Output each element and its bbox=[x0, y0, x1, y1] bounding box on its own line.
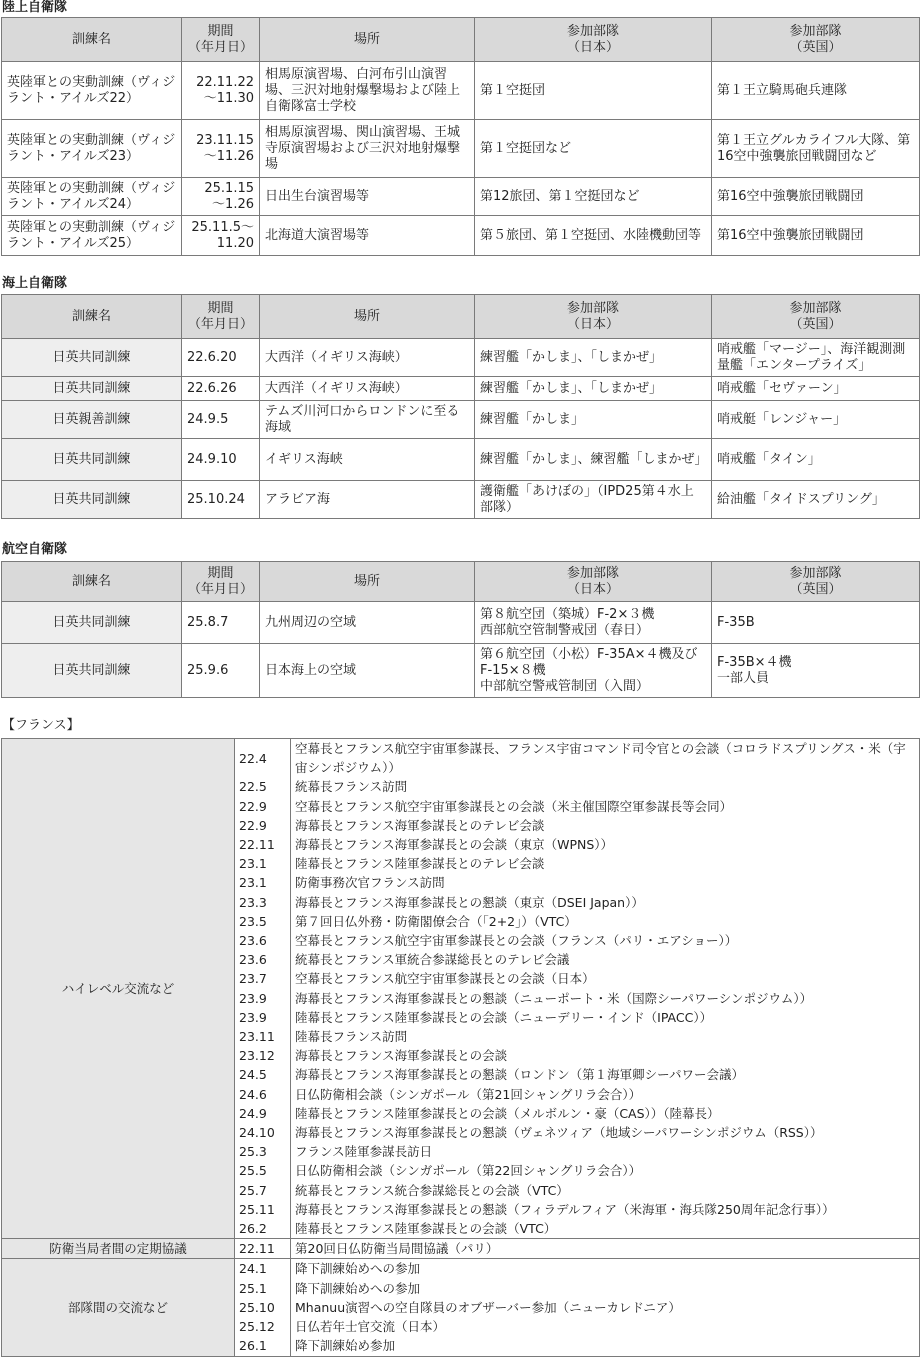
gsdf-table bbox=[1, 17, 920, 256]
cell-training-name: 英陸軍との実動訓練（ヴィジラント・アイルズ23） bbox=[2, 120, 182, 178]
cell-units-uk: 哨戒艦「タイン」 bbox=[712, 439, 920, 481]
france-category: ハイレベル交流など bbox=[2, 739, 235, 1239]
cell-date: 23.6 bbox=[235, 950, 291, 969]
header-period: 期間 （年月日） bbox=[182, 562, 260, 602]
table-row bbox=[2, 602, 920, 644]
header-name: 訓練名 bbox=[2, 18, 182, 62]
cell-period: 22.11.22 ～11.30 bbox=[182, 62, 260, 120]
cell-content: 空幕長とフランス航空宇宙軍参謀長、フランス宇宙コマンド司令官との会談（コロラドスプリングス・米（宇宙シンポジウム）） bbox=[291, 739, 920, 778]
table-row bbox=[2, 216, 920, 256]
cell-units-uk: 第16空中強襲旅団戦闘団 bbox=[712, 178, 920, 216]
cell-units-japan: 練習艦「かしま」、「しまかぜ」 bbox=[475, 377, 712, 401]
cell-units-uk: 第16空中強襲旅団戦闘団 bbox=[712, 216, 920, 256]
table-header-row bbox=[2, 295, 920, 339]
cell-content: 陸幕長とフランス陸軍参謀長との会談（メルボルン・豪（CAS））（陸幕長） bbox=[291, 1104, 920, 1123]
cell-content: 第７回日仏外務・防衛閣僚会合（「2+2」）（VTC） bbox=[291, 912, 920, 931]
cell-training-name: 日英共同訓練 bbox=[2, 339, 182, 377]
cell-content: 陸幕長とフランス陸軍参謀長との会談（VTC） bbox=[291, 1219, 920, 1239]
table-row bbox=[2, 377, 920, 401]
header-uk: 参加部隊 （英国） bbox=[712, 18, 920, 62]
cell-place: 相馬原演習場、関山演習場、王城寺原演習場および三沢対地射爆撃場 bbox=[260, 120, 475, 178]
cell-place: 日出生台演習場等 bbox=[260, 178, 475, 216]
france-category: 防衛当局者間の定期協議 bbox=[2, 1239, 235, 1259]
cell-content: 統幕長とフランス統合参謀総長との会談（VTC） bbox=[291, 1181, 920, 1200]
cell-date: 23.1 bbox=[235, 854, 291, 873]
cell-date: 25.5 bbox=[235, 1161, 291, 1180]
cell-content: 日仏防衛相会談（シンガポール（第21回シャングリラ会合）） bbox=[291, 1085, 920, 1104]
cell-content: 陸幕長フランス訪問 bbox=[291, 1027, 920, 1046]
cell-date: 22.9 bbox=[235, 797, 291, 816]
table-row bbox=[2, 178, 920, 216]
cell-content: 空幕長とフランス航空宇宙軍参謀長との会談（フランス（パリ・エアショー）） bbox=[291, 931, 920, 950]
cell-date: 25.10 bbox=[235, 1298, 291, 1317]
cell-date: 23.9 bbox=[235, 1008, 291, 1027]
cell-units-japan: 練習艦「かしま」、練習艦「しまかぜ」 bbox=[475, 439, 712, 481]
cell-content: 海幕長とフランス海軍参謀長とのテレビ会談 bbox=[291, 816, 920, 835]
cell-units-japan: 練習艦「かしま」 bbox=[475, 401, 712, 439]
cell-date: 23.5 bbox=[235, 912, 291, 931]
cell-date: 23.1 bbox=[235, 873, 291, 892]
cell-place: 大西洋（イギリス海峡） bbox=[260, 339, 475, 377]
cell-training-name: 日英共同訓練 bbox=[2, 644, 182, 698]
cell-content: 降下訓練始めへの参加 bbox=[291, 1279, 920, 1298]
cell-units-japan: 練習艦「かしま」、「しまかぜ」 bbox=[475, 339, 712, 377]
header-period: 期間 （年月日） bbox=[182, 18, 260, 62]
header-place: 場所 bbox=[260, 295, 475, 339]
cell-content: 空幕長とフランス航空宇宙軍参謀長との会談（米主催国際空軍参謀長等会同） bbox=[291, 797, 920, 816]
cell-date: 22.11 bbox=[235, 1239, 291, 1259]
cell-training-name: 英陸軍との実動訓練（ヴィジラント・アイルズ25） bbox=[2, 216, 182, 256]
list-item bbox=[2, 739, 920, 778]
cell-content: 第20回日仏防衛当局間協議（パリ） bbox=[291, 1239, 920, 1259]
cell-date: 24.6 bbox=[235, 1085, 291, 1104]
cell-date: 23.6 bbox=[235, 931, 291, 950]
cell-date: 23.9 bbox=[235, 989, 291, 1008]
cell-content: 陸幕長とフランス陸軍参謀長とのテレビ会談 bbox=[291, 854, 920, 873]
cell-place: テムズ川河口からロンドンに至る海域 bbox=[260, 401, 475, 439]
cell-units-japan: 第８航空団（築城）F-2×３機 西部航空管制警戒団（春日） bbox=[475, 602, 712, 644]
cell-period: 24.9.5 bbox=[182, 401, 260, 439]
cell-period: 25.8.7 bbox=[182, 602, 260, 644]
cell-content: 日仏防衛相会談（シンガポール（第22回シャングリラ会合）） bbox=[291, 1161, 920, 1180]
france-section-title: 【フランス】 bbox=[2, 718, 80, 733]
cell-period: 23.11.15 ～11.26 bbox=[182, 120, 260, 178]
cell-date: 22.4 bbox=[235, 739, 291, 778]
cell-training-name: 英陸軍との実動訓練（ヴィジラント・アイルズ22） bbox=[2, 62, 182, 120]
cell-date: 26.1 bbox=[235, 1336, 291, 1356]
france-table bbox=[1, 738, 920, 1357]
table-row bbox=[2, 401, 920, 439]
cell-date: 25.11 bbox=[235, 1200, 291, 1219]
cell-date: 25.1 bbox=[235, 1279, 291, 1298]
asdf-table bbox=[1, 561, 920, 698]
cell-units-uk: F-35B bbox=[712, 602, 920, 644]
cell-date: 23.12 bbox=[235, 1046, 291, 1065]
cell-content: 海幕長とフランス海軍参謀長との懇談（東京（DSEI Japan）） bbox=[291, 893, 920, 912]
cell-content: 統幕長とフランス軍統合参謀総長とのテレビ会議 bbox=[291, 950, 920, 969]
cell-training-name: 日英親善訓練 bbox=[2, 401, 182, 439]
cell-date: 23.3 bbox=[235, 893, 291, 912]
cell-content: 降下訓練始めへの参加 bbox=[291, 1259, 920, 1279]
cell-place: 大西洋（イギリス海峡） bbox=[260, 377, 475, 401]
france-category: 部隊間の交流など bbox=[2, 1259, 235, 1356]
header-jp: 参加部隊 （日本） bbox=[475, 295, 712, 339]
header-place: 場所 bbox=[260, 18, 475, 62]
cell-place: 日本海上の空域 bbox=[260, 644, 475, 698]
cell-units-uk: F-35B×４機 一部人員 bbox=[712, 644, 920, 698]
cell-content: 空幕長とフランス航空宇宙軍参謀長との会談（日本） bbox=[291, 969, 920, 988]
cell-content: 防衛事務次官フランス訪問 bbox=[291, 873, 920, 892]
cell-content: 陸幕長とフランス陸軍参謀長との会談（ニューデリー・インド（IPACC）） bbox=[291, 1008, 920, 1027]
cell-units-japan: 第１空挺団など bbox=[475, 120, 712, 178]
cell-content: 降下訓練始め参加 bbox=[291, 1336, 920, 1356]
cell-units-uk: 哨戒艦「セヴァーン」 bbox=[712, 377, 920, 401]
cell-training-name: 日英共同訓練 bbox=[2, 439, 182, 481]
cell-date: 23.11 bbox=[235, 1027, 291, 1046]
cell-period: 24.9.10 bbox=[182, 439, 260, 481]
cell-units-japan: 第６航空団（小松）F-35A×４機及びF-15×８機 中部航空警戒管制団（入間） bbox=[475, 644, 712, 698]
table-row bbox=[2, 439, 920, 481]
cell-date: 26.2 bbox=[235, 1219, 291, 1239]
cell-date: 24.10 bbox=[235, 1123, 291, 1142]
cell-content: Mhanuu演習への空自隊員のオブザーバー参加（ニューカレドニア） bbox=[291, 1298, 920, 1317]
cell-content: 統幕長フランス訪問 bbox=[291, 777, 920, 796]
cell-date: 22.9 bbox=[235, 816, 291, 835]
header-place: 場所 bbox=[260, 562, 475, 602]
header-name: 訓練名 bbox=[2, 295, 182, 339]
cell-training-name: 日英共同訓練 bbox=[2, 602, 182, 644]
cell-content: フランス陸軍参謀長訪日 bbox=[291, 1142, 920, 1161]
msdf-section-title: 海上自衛隊 bbox=[2, 276, 68, 291]
header-jp: 参加部隊 （日本） bbox=[475, 18, 712, 62]
table-row bbox=[2, 62, 920, 120]
cell-date: 25.3 bbox=[235, 1142, 291, 1161]
cell-period: 25.1.15 ～1.26 bbox=[182, 178, 260, 216]
cell-date: 22.11 bbox=[235, 835, 291, 854]
msdf-table bbox=[1, 294, 920, 519]
cell-training-name: 英陸軍との実動訓練（ヴィジラント・アイルズ24） bbox=[2, 178, 182, 216]
cell-date: 24.5 bbox=[235, 1065, 291, 1084]
gsdf-section-title: 陸上自衛隊 bbox=[2, 0, 68, 15]
cell-place: イギリス海峡 bbox=[260, 439, 475, 481]
cell-units-uk: 哨戒艦「マージー」、海洋観測測量艦「エンタープライズ」 bbox=[712, 339, 920, 377]
cell-place: アラビア海 bbox=[260, 481, 475, 519]
table-row bbox=[2, 644, 920, 698]
header-period: 期間 （年月日） bbox=[182, 295, 260, 339]
cell-content: 海幕長とフランス海軍参謀長との懇談（ロンドン（第１海軍卿シーパワー会議） bbox=[291, 1065, 920, 1084]
table-row bbox=[2, 120, 920, 178]
cell-period: 25.10.24 bbox=[182, 481, 260, 519]
cell-period: 25.9.6 bbox=[182, 644, 260, 698]
cell-units-uk: 第１王立グルカライフル大隊、第16空中強襲旅団戦闘団など bbox=[712, 120, 920, 178]
cell-units-uk: 哨戒艇「レンジャー」 bbox=[712, 401, 920, 439]
cell-date: 25.12 bbox=[235, 1317, 291, 1336]
cell-content: 海幕長とフランス海軍参謀長との懇談（ニューポート・米（国際シーパワーシンポジウム）） bbox=[291, 989, 920, 1008]
table-row bbox=[2, 481, 920, 519]
header-jp: 参加部隊 （日本） bbox=[475, 562, 712, 602]
cell-date: 25.7 bbox=[235, 1181, 291, 1200]
table-header-row bbox=[2, 562, 920, 602]
cell-content: 海幕長とフランス海軍参謀長との懇談（ヴェネツィア（地域シーパワーシンポジウム（RSS）） bbox=[291, 1123, 920, 1142]
cell-date: 24.9 bbox=[235, 1104, 291, 1123]
cell-period: 22.6.26 bbox=[182, 377, 260, 401]
cell-units-uk: 給油艦「タイドスプリング」 bbox=[712, 481, 920, 519]
cell-content: 海幕長とフランス海軍参謀長との会談 bbox=[291, 1046, 920, 1065]
cell-training-name: 日英共同訓練 bbox=[2, 481, 182, 519]
table-header-row bbox=[2, 18, 920, 62]
cell-units-uk: 第１王立騎馬砲兵連隊 bbox=[712, 62, 920, 120]
cell-training-name: 日英共同訓練 bbox=[2, 377, 182, 401]
cell-units-japan: 第12旅団、第１空挺団など bbox=[475, 178, 712, 216]
header-uk: 参加部隊 （英国） bbox=[712, 295, 920, 339]
cell-period: 25.11.5～ 11.20 bbox=[182, 216, 260, 256]
cell-content: 日仏若年士官交流（日本） bbox=[291, 1317, 920, 1336]
cell-place: 相馬原演習場、白河布引山演習場、三沢対地射爆撃場および陸上自衛隊富士学校 bbox=[260, 62, 475, 120]
cell-date: 22.5 bbox=[235, 777, 291, 796]
list-item bbox=[2, 1259, 920, 1279]
list-item bbox=[2, 1239, 920, 1259]
cell-content: 海幕長とフランス海軍参謀長との会談（東京（WPNS）） bbox=[291, 835, 920, 854]
table-row bbox=[2, 339, 920, 377]
header-name: 訓練名 bbox=[2, 562, 182, 602]
header-uk: 参加部隊 （英国） bbox=[712, 562, 920, 602]
cell-date: 24.1 bbox=[235, 1259, 291, 1279]
cell-units-japan: 第５旅団、第１空挺団、水陸機動団等 bbox=[475, 216, 712, 256]
cell-content: 海幕長とフランス海軍参謀長との懇談（フィラデルフィア（米海軍・海兵隊250周年記念行事）） bbox=[291, 1200, 920, 1219]
cell-period: 22.6.20 bbox=[182, 339, 260, 377]
asdf-section-title: 航空自衛隊 bbox=[2, 542, 68, 557]
cell-units-japan: 護衛艦「あけぼの」（IPD25第４水上部隊） bbox=[475, 481, 712, 519]
cell-units-japan: 第１空挺団 bbox=[475, 62, 712, 120]
cell-place: 北海道大演習場等 bbox=[260, 216, 475, 256]
cell-place: 九州周辺の空域 bbox=[260, 602, 475, 644]
cell-date: 23.7 bbox=[235, 969, 291, 988]
